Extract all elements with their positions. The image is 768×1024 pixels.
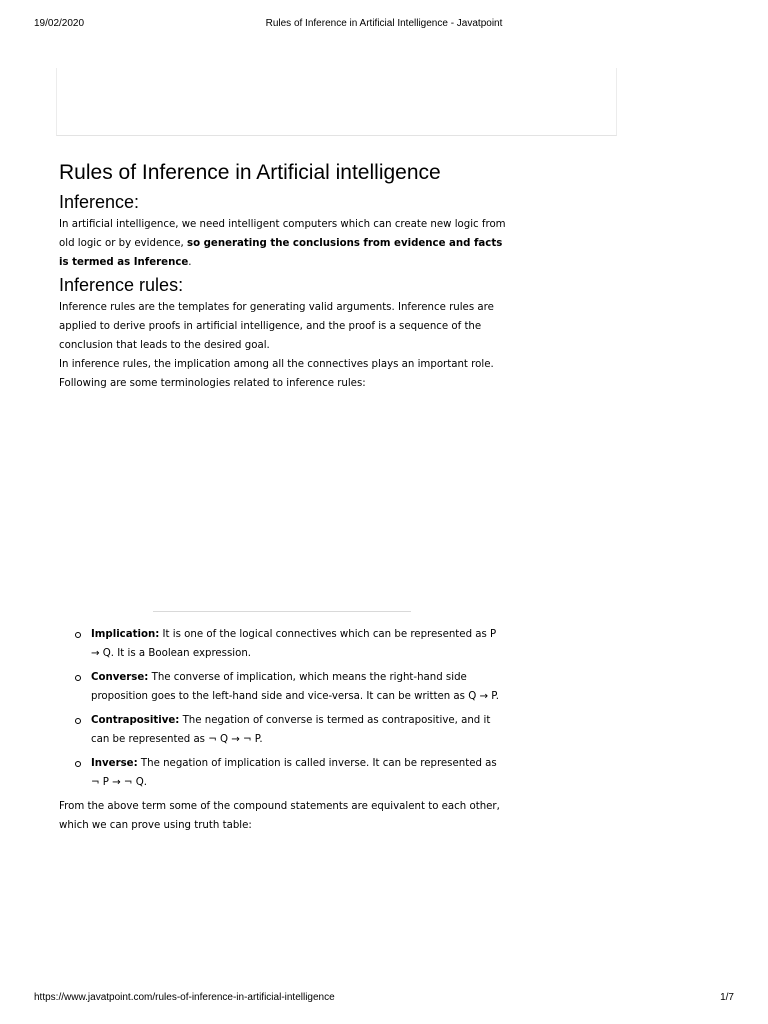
bullet-icon [75,675,81,681]
term-text: The converse of implication, which means the right-hand side proposition goes to the left-hand side and vice-versa. It can be written as Q → P. [91,672,500,702]
image-divider [153,611,411,612]
bullet-icon [75,718,81,724]
page-url: https://www.javatpoint.com/rules-of-inference-in-artificial-intelligence [34,992,335,1003]
term-label: Implication: [91,629,160,640]
inference-text: In artificial intelligence, we need intelligent computers which can create new logic from old logic or by evidence, [59,219,506,249]
article-content [59,157,511,835]
list-item-implication [75,625,505,663]
term-text: It is one of the logical connectives which can be represented as P → Q. It is a Boolean expression. [91,629,497,659]
inference-rules-paragraph-1: Inference rules are the templates for generating valid arguments. Inference rules are applied to derive proofs in artificial intelligence, and the proof is a sequence of the conclusion that leads to the desired goal. [59,302,494,351]
terminology-list [59,625,505,792]
term-text: The negation of implication is called inverse. It can be represented as ¬ P → ¬ Q. [91,758,497,788]
print-date: 19/02/2020 [34,18,85,29]
ad-placeholder [56,68,617,136]
term-label: Inverse: [91,758,138,769]
print-header [0,18,768,32]
heading-inference: Inference: [59,192,140,212]
list-item-inverse [75,754,505,792]
heading-inference-rules: Inference rules: [59,275,184,295]
inference-definition: so generating the conclusions from evidence and facts is termed as Inference [59,238,503,268]
print-page-title: Rules of Inference in Artificial Intelligence - Javatpoint [265,18,503,29]
image-placeholder [59,393,511,611]
inference-rules-paragraph-2: In inference rules, the implication among all the connectives plays an important role. Following are some terminologies related to inference rules: [59,359,494,389]
inference-period: . [188,257,192,268]
bullet-icon [75,632,81,638]
bullet-icon [75,761,81,767]
print-footer [0,992,768,1006]
closing-paragraph: From the above term some of the compound statements are equivalent to each other, which we can prove using truth table: [59,801,500,831]
term-label: Contrapositive: [91,715,180,726]
list-item-contrapositive [75,711,505,749]
term-label: Converse: [91,672,149,683]
page-title: Rules of Inference in Artificial intelligence [59,161,441,184]
list-item-converse [75,668,505,706]
term-text: The negation of converse is termed as contrapositive, and it can be represented as ¬ Q → ¬ P. [91,715,491,745]
inference-paragraph [59,215,511,272]
page-number: 1/7 [720,992,734,1003]
